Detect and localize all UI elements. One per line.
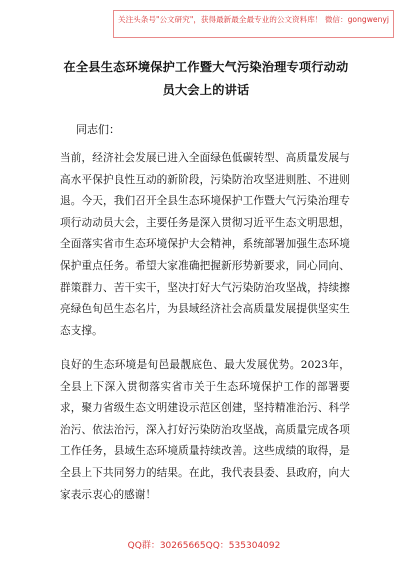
body-paragraph: 当前，经济社会发展已进入全面绿色低碳转型、高质量发展与高水平保护良性互动的新阶段，污染防治攻坚进则胜、不进则退。今天，我们召开全县生态环境保护工作暨大气污染治理专项行动动员大会，主要任务是深入贯彻习近平生态文明思想，全面落实省市生态环境保护大会精神，系统部署加强生态环境保护重点任务。希望大家准确把握新形势新要求，同心同向、群策群力、苦干实干，坚决打好大气污染防治攻坚战，持续擦亮绿色旬邑生态名片，为县域经济社会高质量发展提供坚实生态支撑。 xyxy=(60,152,350,337)
top-banner-bar xyxy=(0,10,408,38)
body-paragraph: 良好的生态环境是旬邑最靓底色、最大发展优势。2023年，全县上下深入贯彻落实省市关于生态环境保护工作的部署要求，聚力省级生态文明建设示范区创建，坚持精准治污、科学治污、依法治污，深入打好污染防治攻坚战，高质量完成各项工作任务，县域生态环境质量持续改善。这些成绩的取得，是全县上下共同努力的结果。在此，我代表县委、县政府，向大家表示衷心的感谢！ xyxy=(60,359,350,501)
qq-group-label: QQ群：30265665 xyxy=(127,541,206,551)
qq-contact-label: QQ：535304092 xyxy=(205,541,281,551)
greeting: 同志们： xyxy=(76,123,120,136)
footer-contact xyxy=(0,538,408,551)
promo-banner: 关注头条号"公文研究"，获得最新最全最专业的公文资料库！ 微信：gongwenyj xyxy=(113,10,394,38)
document-title: 在全县生态环境保护工作暨大气污染治理专项行动动员大会上的讲话 xyxy=(63,60,349,97)
